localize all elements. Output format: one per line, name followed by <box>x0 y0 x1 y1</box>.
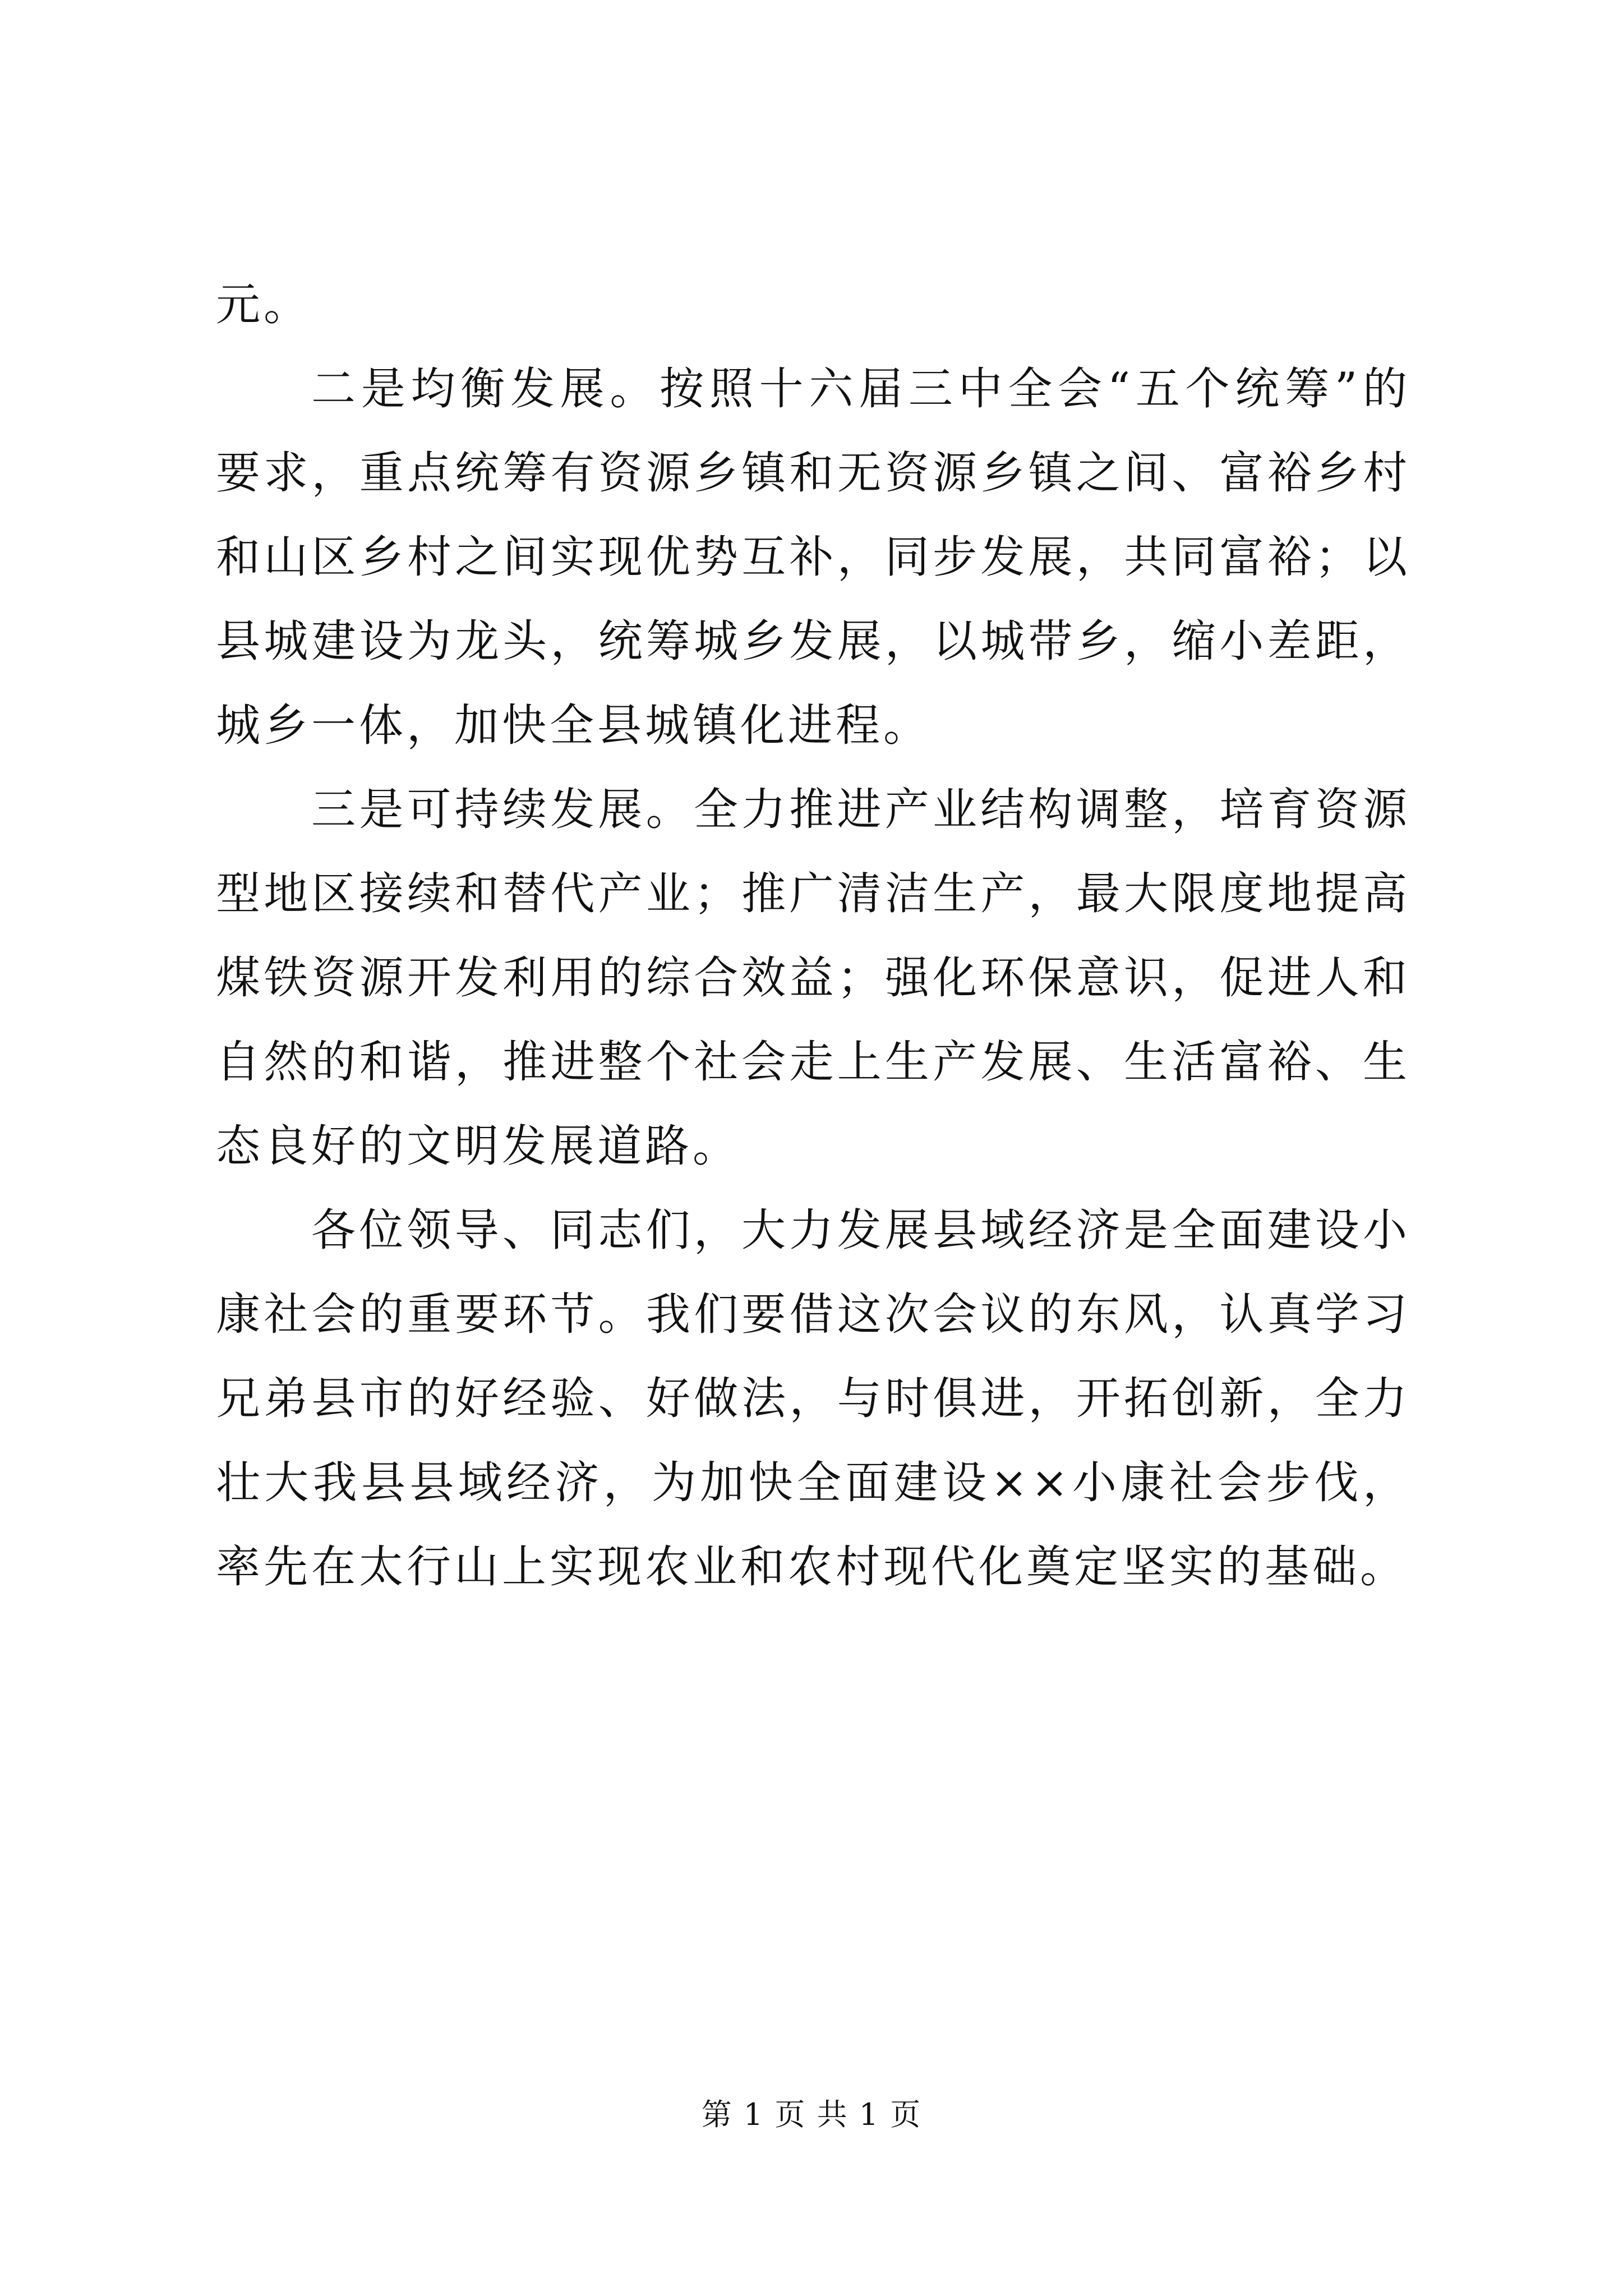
paragraph-continuation: 元。 <box>216 279 311 330</box>
document-body <box>216 263 1410 1609</box>
page-footer: 第 1 页 共 1 页 <box>701 2097 922 2132</box>
paragraph-sustainable-development: 三是可持续发展。全力推进产业结构调整，培育资源型地区接续和替代产业；推广清洁生产，最大限度地提高煤铁资源开发利用的综合效益；强化环保意识，促进人和自然的和谐，推进整个社会走上生产发展、生活富裕、生态良好的文明发展道路。 <box>216 784 1410 1172</box>
paragraph-balanced-development: 二是均衡发展。按照十六届三中全会“五个统筹”的要求，重点统筹有资源乡镇和无资源乡镇之间、富裕乡村和山区乡村之间实现优势互补，同步发展，共同富裕；以县城建设为龙头，统筹城乡发展，以城带乡，缩小差距，城乡一体，加快全县城镇化进程。 <box>216 363 1410 751</box>
paragraph-closing-remarks: 各位领导、同志们，大力发展县域经济是全面建设小康社会的重要环节。我们要借这次会议的东风，认真学习兄弟县市的好经验、好做法，与时俱进，开拓创新，全力壮大我县县域经济，为加快全面建设××小康社会步伐，率先在太行山上实现农业和农村现代化奠定坚实的基础。 <box>216 1204 1410 1593</box>
